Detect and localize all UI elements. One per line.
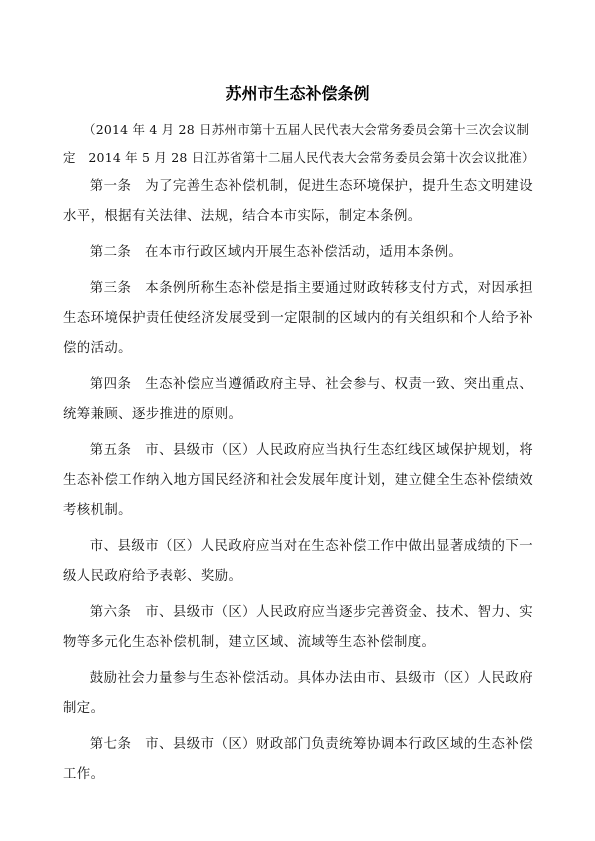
article-text: 生态补偿应当遵循政府主导、社会参与、权责一致、突出重点、统筹兼顾、逐步推进的原则。 — [63, 377, 534, 422]
article-text: 鼓励社会力量参与生态补偿活动。具体办法由市、县级市（区）人民政府制定。 — [63, 671, 533, 716]
article-subparagraph — [63, 664, 533, 724]
article-subparagraph — [63, 532, 533, 592]
article-text: 在本市行政区域内开展生态补偿活动，适用本条例。 — [144, 245, 463, 260]
article-text: 市、县级市（区）财政部门负责统筹协调本行政区域的生态补偿工作。 — [63, 737, 534, 782]
article-text: 市、县级市（区）人民政府应当逐步完善资金、技术、智力、实物等多元化生态补偿机制，建立区域、流域等生态补偿制度。 — [63, 605, 534, 650]
article-text: 市、县级市（区）人民政府应当对在生态补偿工作中做出显著成绩的下一级人民政府给予表彰、奖励。 — [63, 539, 533, 584]
enactment-note-line-1: （2014 年 4 月 28 日苏州市第十五届人民代表大会常务委员会第十三次会议制 — [83, 122, 530, 137]
article-number: 第三条 — [89, 281, 132, 296]
article-paragraph — [63, 436, 533, 526]
article-paragraph — [63, 598, 533, 658]
article-number: 第六条 — [89, 605, 132, 620]
article-paragraph — [63, 730, 533, 790]
article-text: 市、县级市（区）人民政府应当执行生态红线区域保护规划，将生态补偿工作纳入地方国民经济和社会发展年度计划，建立健全生态补偿绩效考核机制。 — [63, 443, 534, 518]
article-paragraph — [63, 274, 533, 364]
document-body — [63, 172, 533, 796]
article-number: 第七条 — [89, 737, 132, 752]
article-number: 第二条 — [89, 245, 132, 260]
article-number: 第一条 — [89, 179, 132, 194]
document-title: 苏州市生态补偿条例 — [225, 84, 370, 103]
article-number: 第五条 — [89, 443, 132, 458]
article-paragraph — [63, 172, 533, 232]
article-text: 为了完善生态补偿机制，促进生态环境保护，提升生态文明建设水平，根据有关法律、法规，结合本市实际，制定本条例。 — [63, 179, 534, 224]
enactment-note — [63, 116, 543, 172]
enactment-note-line-2: 定 2014 年 5 月 28 日江苏省第十二届人民代表大会常务委员会第十次会议批准） — [63, 150, 535, 165]
article-paragraph — [63, 370, 533, 430]
article-number: 第四条 — [89, 377, 132, 392]
article-text: 本条例所称生态补偿是指主要通过财政转移支付方式，对因承担生态环境保护责任使经济发展受到一定限制的区域内的有关组织和个人给予补偿的活动。 — [63, 281, 534, 356]
article-paragraph — [63, 238, 533, 268]
